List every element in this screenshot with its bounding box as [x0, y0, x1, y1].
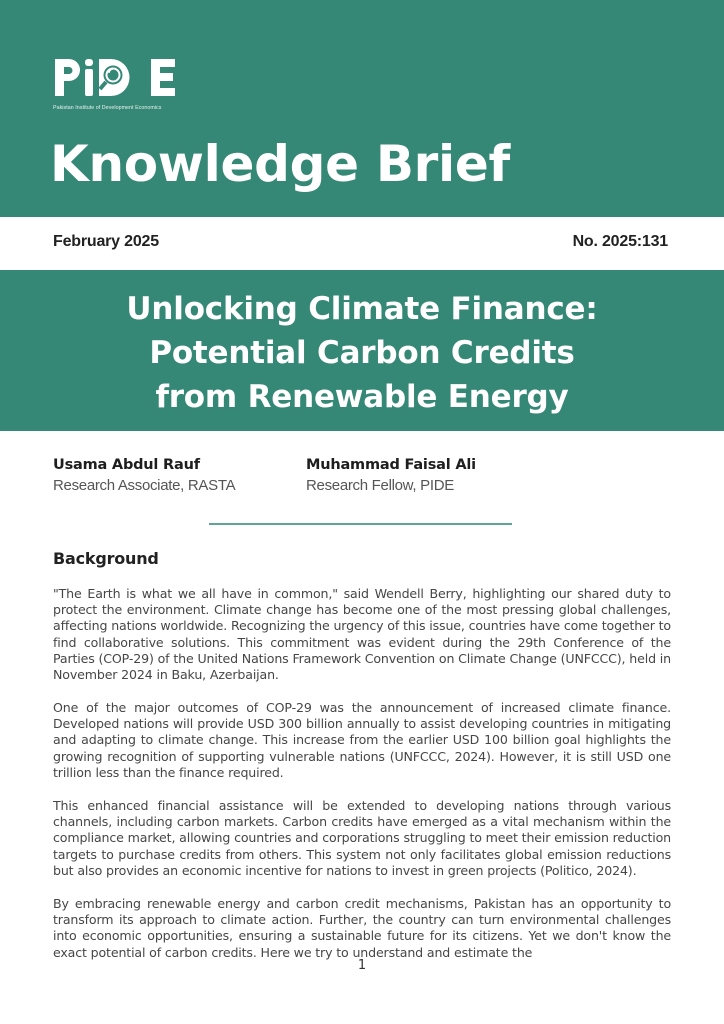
author-name: Muhammad Faisal Ali: [306, 457, 476, 473]
paragraph-text: "The Earth is what we all have in common," said Wendell Berry, highlighting our shared duty to protect the environment. Climate change has become one of the most pressing global challenges, affecting nations worldwide. Recognizing the urgency of this issue, countries have come together to find collaborative solutions. This commitment was evident during the 29th Conference of the Parties (COP-29) of the United Nations Framework Convention on Climate Change (UNFCCC), held in November 2024 in Baku, Azerbaijan.: [53, 586, 671, 683]
author-role: Research Associate, RASTA: [53, 477, 236, 494]
paragraph-text: By embracing renewable energy and carbon credit mechanisms, Pakistan has an opportunity to transform its approach to climate action. Further, the country can turn environmental challenges into economic opportunities, ensuring a sustainable future for its citizens. Yet we don't know the exact potential of carbon credits. Here we try to understand and estimate the: [53, 896, 671, 960]
author-block: [306, 455, 476, 497]
author-name: Usama Abdul Rauf: [53, 457, 200, 473]
paragraph: [53, 700, 671, 781]
title-line: from Renewable Energy: [155, 379, 569, 415]
title-line: Unlocking Climate Finance:: [126, 291, 598, 327]
paragraph: [53, 896, 671, 961]
author-block: [53, 455, 235, 497]
section-divider: [209, 523, 512, 525]
publication-date: February 2025: [53, 233, 159, 250]
logo-tagline: Pakistan Institute of Development Economics: [53, 105, 162, 111]
section-heading: Background: [53, 549, 159, 568]
paragraph-text: This enhanced financial assistance will be extended to developing nations through various channels, including carbon markets. Carbon credits have emerged as a vital mechanism within the compliance market, allowing countries and corporations struggling to meet their emission reduction targets to purchase credits from others. This system not only facilitates global emission reductions but also provides an economic incentive for nations to invest in green projects (Politico, 2024).: [53, 798, 671, 878]
paragraph: [53, 586, 671, 683]
brief-number: No. 2025:131: [572, 233, 668, 250]
pide-logo: [53, 55, 178, 100]
page-number: 1: [357, 958, 367, 973]
pide-logo-icon: [53, 55, 178, 100]
author-role: Research Fellow, PIDE: [306, 477, 454, 494]
title-line: Potential Carbon Credits: [149, 335, 575, 371]
series-title: Knowledge Brief: [50, 135, 510, 193]
paragraph: [53, 798, 671, 879]
brief-title: [0, 287, 724, 419]
paragraph-text: One of the major outcomes of COP-29 was the announcement of increased climate finance. Developed nations will provide USD 300 billion annually to assist developing countries in mitigating and adapting to climate change. This increase from the earlier USD 100 billion goal highlights the growing recognition of supporting vulnerable nations (UNFCCC, 2024). However, it is still USD one trillion less than the finance required.: [53, 700, 671, 780]
